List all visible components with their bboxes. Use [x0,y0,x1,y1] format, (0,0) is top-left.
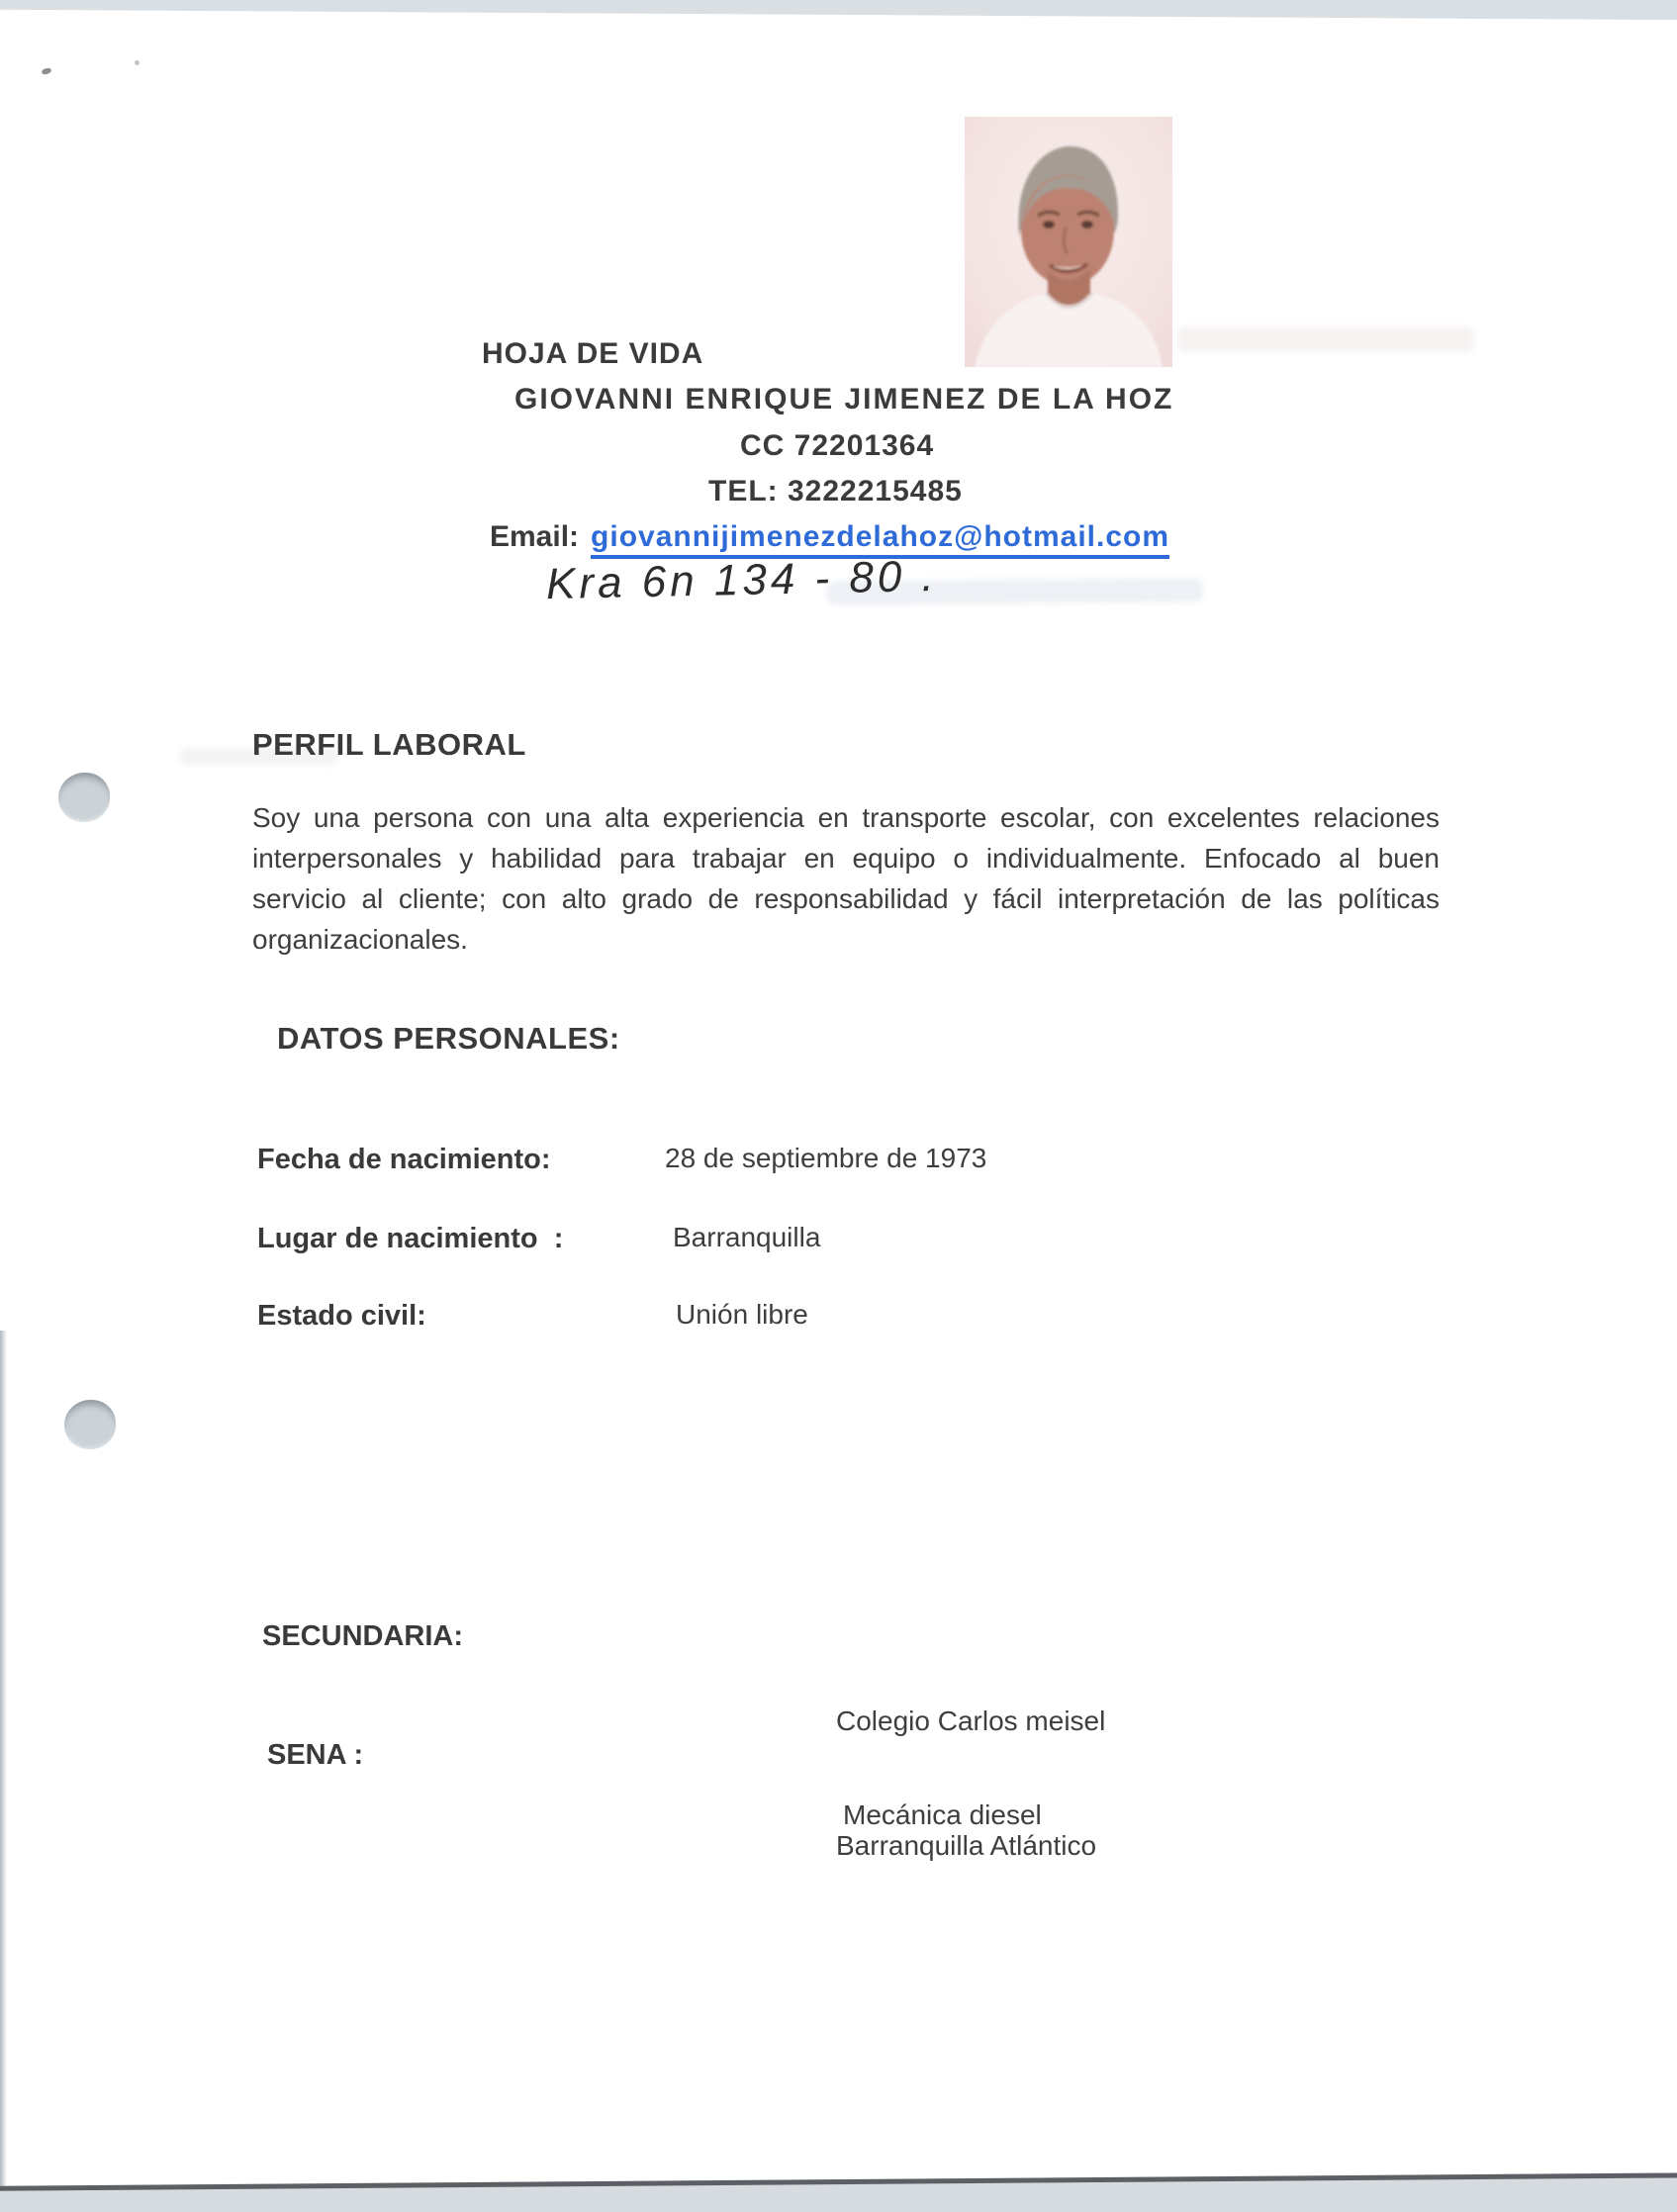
birth-place-value: Barranquilla [673,1222,821,1252]
full-name: GIOVANNI ENRIQUE JIMENEZ DE LA HOZ [514,383,1174,415]
sena-line-1: Mecánica diesel [843,1799,1042,1830]
birth-place-label: Lugar de nacimiento : [257,1223,564,1254]
secundaria-line-2: Barranquilla Atlántico [836,1830,1097,1861]
portrait-photo [965,117,1172,367]
scan-speck [41,67,51,75]
scan-edge-bottom [0,2172,1677,2212]
datos-personales-heading: DATOS PERSONALES: [277,1021,620,1056]
marital-status-label: Estado civil: [257,1300,426,1332]
phone-number: TEL: 3222215485 [708,475,963,507]
marital-status-value: Unión libre [676,1299,808,1330]
birth-date-value: 28 de septiembre de 1973 [665,1143,987,1173]
secundaria-label: SECUNDARIA: [262,1620,463,1652]
secundaria-line-1: Colegio Carlos meisel [836,1705,1106,1736]
document-title: HOJA DE VIDA [482,337,704,370]
scan-speck [135,60,140,65]
scan-bleedthrough [1177,326,1474,352]
sena-label: SENA : [267,1739,364,1771]
perfil-laboral-body: Soy una persona con una alta experiencia en transporte escolar, con excelentes relaciones interpersonales y habilidad para trabajar en equipo o individualmente. Enfocado al buen servicio al cliente; con alto grado de responsabilidad y fácil interpretación de las políticas organizacionales. [252,802,1440,955]
scan-edge-top [0,0,1677,20]
email-link[interactable]: giovannijimenezdelahoz@hotmail.com [591,520,1169,559]
sena-value [843,1736,1042,1894]
hole-punch [64,1400,116,1449]
email-label: Email: [490,520,580,553]
birth-date-label: Fecha de nacimiento: [257,1144,551,1175]
cc-number: CC 72201364 [740,429,935,462]
handwritten-address: Kra 6n 134 - 80 . [545,551,939,609]
hole-punch [58,773,110,822]
scan-edge-left [0,1331,7,2212]
perfil-laboral-heading: PERFIL LABORAL [252,727,526,762]
